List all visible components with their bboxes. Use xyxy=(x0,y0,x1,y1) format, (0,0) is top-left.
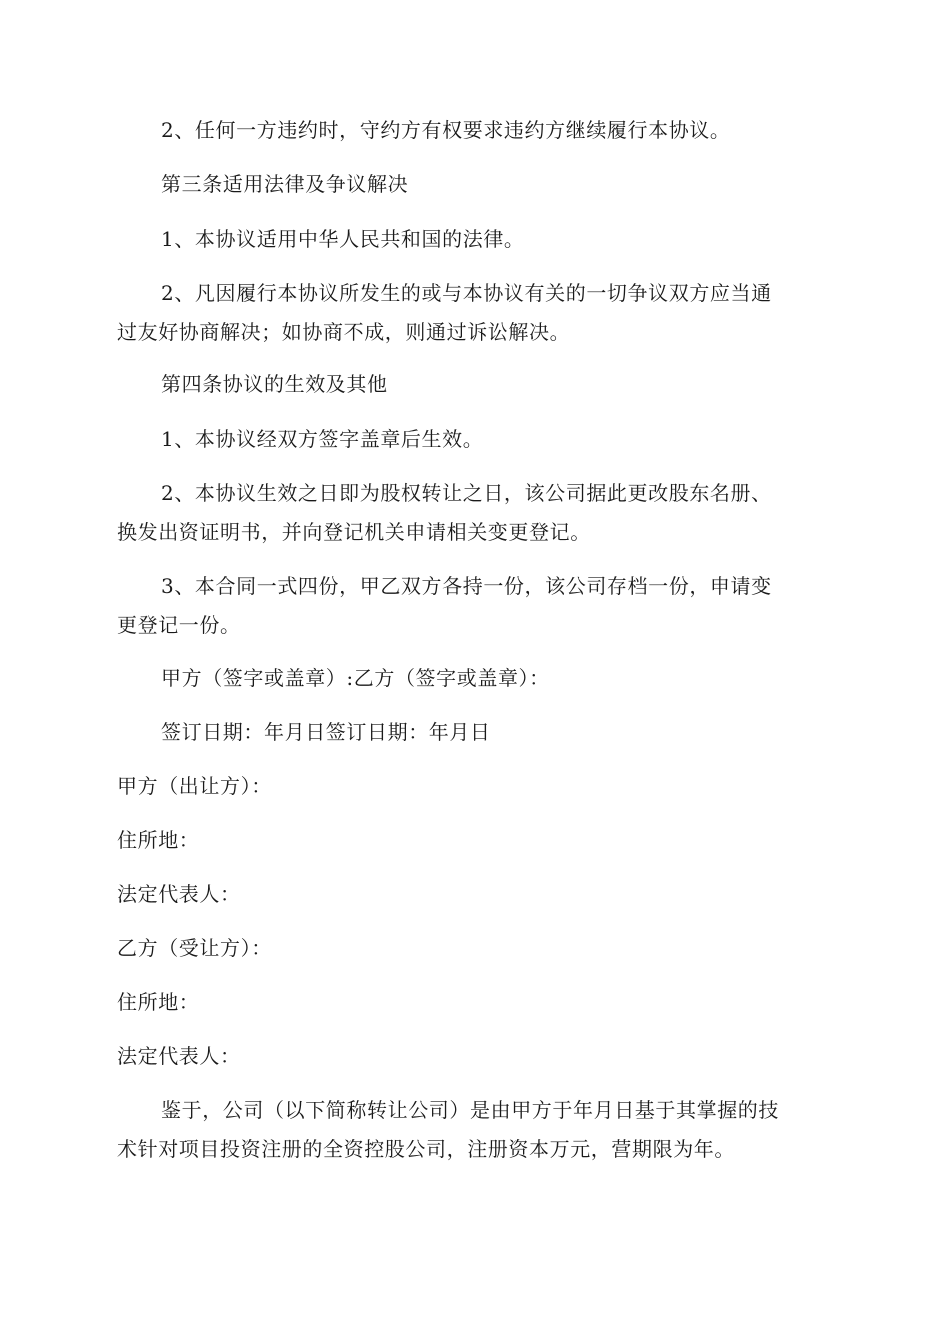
address-label: 住所地： xyxy=(117,828,200,852)
legal-rep-label: 法定代表人： xyxy=(117,882,241,906)
paragraph-line: 换发出资证明书，并向登记机关申请相关变更登记。 xyxy=(117,520,591,544)
section-heading: 第三条适用法律及争议解决 xyxy=(161,172,409,196)
paragraph-line: 2、本协议生效之日即为股权转让之日，该公司据此更改股东名册、 xyxy=(161,481,772,505)
address-label: 住所地： xyxy=(117,990,200,1014)
paragraph-line: 2、凡因履行本协议所发生的或与本协议有关的一切争议双方应当通 xyxy=(161,281,772,305)
paragraph-line: 3、本合同一式四份，甲乙双方各持一份，该公司存档一份，申请变 xyxy=(161,574,772,598)
date-line: 签订日期：年月日签订日期：年月日 xyxy=(161,720,491,744)
paragraph-line: 术针对项目投资注册的全资控股公司，注册资本万元，营期限为年。 xyxy=(117,1137,735,1161)
paragraph-line: 1、本协议适用中华人民共和国的法律。 xyxy=(161,227,525,251)
paragraph-line: 2、任何一方违约时，守约方有权要求违约方继续履行本协议。 xyxy=(161,118,731,142)
signature-line: 甲方（签字或盖章）:乙方（签字或盖章）： xyxy=(161,666,550,690)
legal-rep-label: 法定代表人： xyxy=(117,1044,241,1068)
section-heading: 第四条协议的生效及其他 xyxy=(161,372,388,396)
party-a-label: 甲方（出让方）： xyxy=(117,774,272,798)
paragraph-line: 1、本协议经双方签字盖章后生效。 xyxy=(161,427,484,451)
party-b-label: 乙方（受让方）： xyxy=(117,936,272,960)
paragraph-line: 更登记一份。 xyxy=(117,613,241,637)
paragraph-line: 过友好协商解决；如协商不成，则通过诉讼解决。 xyxy=(117,320,571,344)
paragraph-line: 鉴于，公司（以下简称转让公司）是由甲方于年月日基于其掌握的技 xyxy=(161,1098,779,1122)
